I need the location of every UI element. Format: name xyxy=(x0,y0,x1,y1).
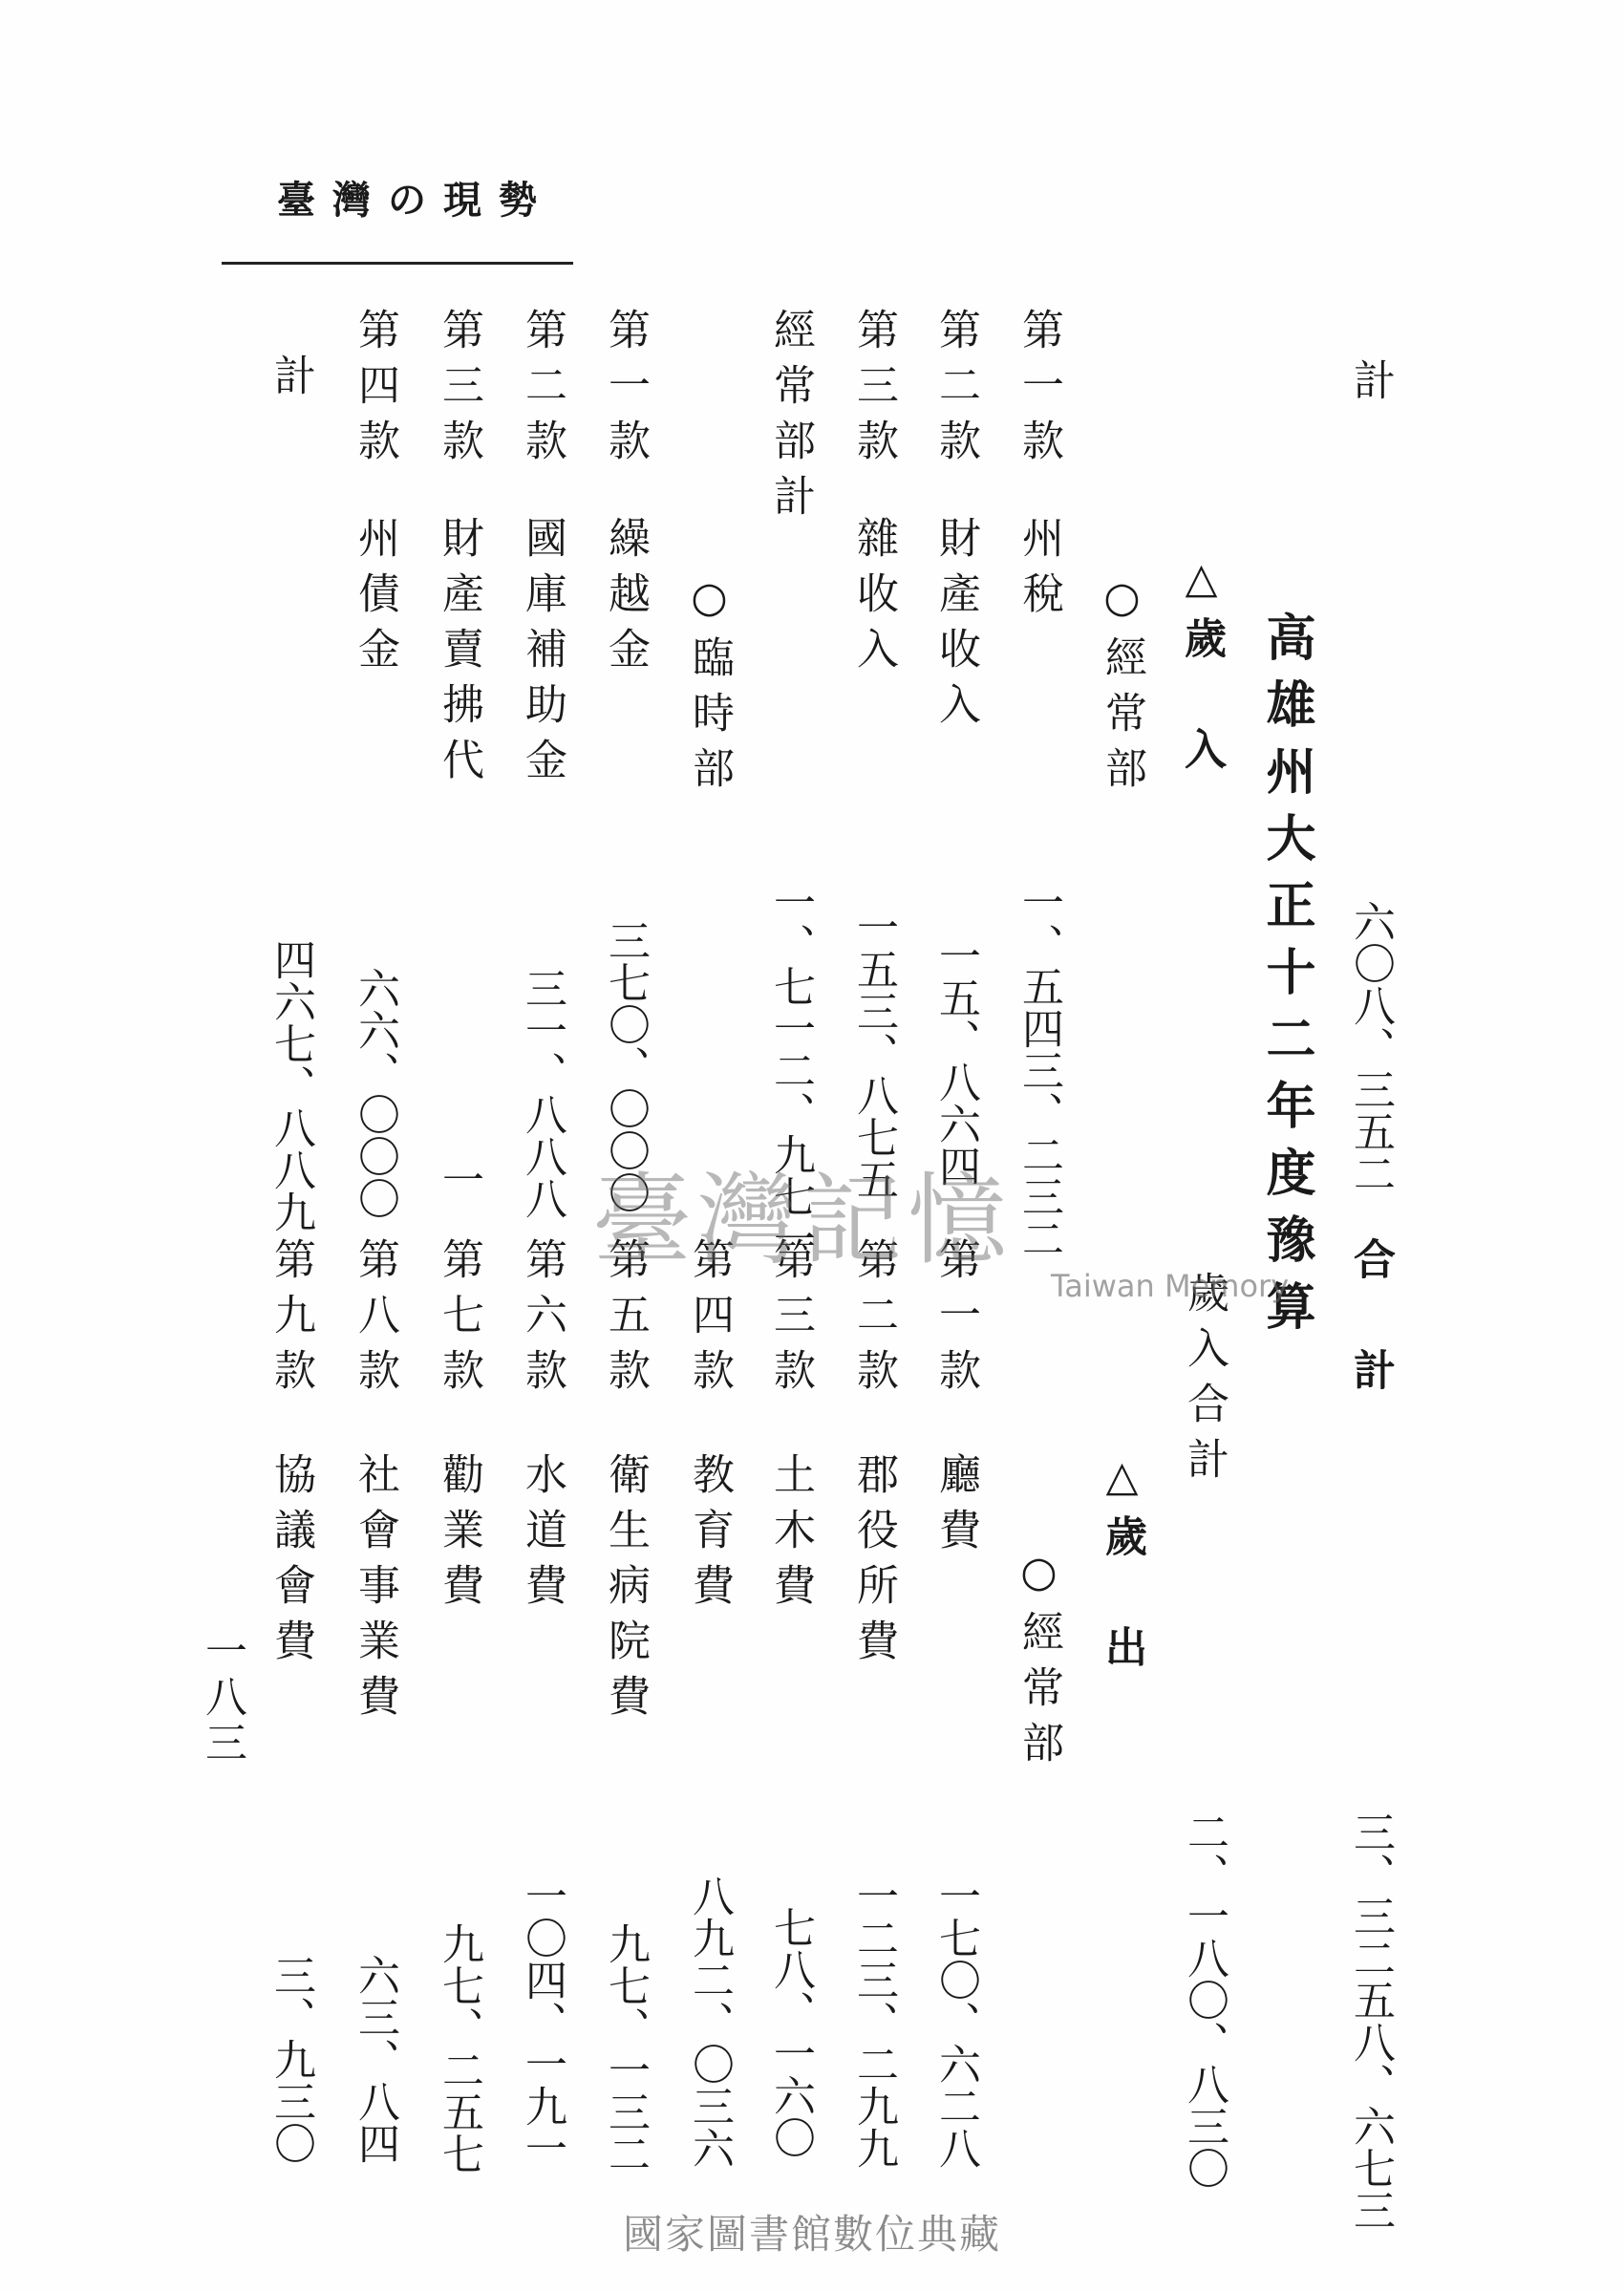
revenue-ordinary-total-label: 經常部計 xyxy=(766,308,815,529)
carryover-upper-label: 合 計 xyxy=(1346,1237,1395,1404)
expenditure-item-name: 土木費 xyxy=(766,1452,815,1618)
header-rule xyxy=(222,262,573,265)
expenditure-item-label: 第二款 xyxy=(849,1237,898,1404)
footer-credit: 國家圖書館數位典藏 xyxy=(622,2211,1002,2258)
expenditure-item-name: 社會事業費 xyxy=(351,1452,399,1729)
expenditure-value: 八九二、〇三六 xyxy=(685,1875,734,2169)
expenditure-value: 一二三、二九九 xyxy=(849,1875,898,2169)
expenditure-item-label: 第九款 xyxy=(267,1237,315,1404)
watermark-logo: 臺灣記憶 xyxy=(591,1162,1014,1278)
expenditure-item-label: 第四款 xyxy=(685,1237,734,1404)
revenue-item-label: 第四款 xyxy=(351,308,399,474)
revenue-value: 六六、〇〇〇 xyxy=(351,967,399,1219)
expenditure-item-name: 協議會費 xyxy=(267,1452,315,1674)
expenditure-item-name: 水道費 xyxy=(518,1452,566,1618)
revenue-item-name: 雜收入 xyxy=(849,516,898,682)
expenditure-item-name: 勸業費 xyxy=(435,1452,483,1618)
revenue-item-label: 第二款 xyxy=(931,308,980,474)
expenditure-item-label: 第三款 xyxy=(766,1237,815,1404)
budget-title: 高雄州大正十二年度豫算 xyxy=(1257,611,1315,1347)
expenditure-ordinary-heading: ○經常部 xyxy=(1015,1548,1063,1776)
revenue-item-label: 第一款 xyxy=(1015,308,1063,474)
revenue-item-name: 州債金 xyxy=(351,516,399,682)
expenditure-value: 一七〇、六二八 xyxy=(931,1875,980,2169)
revenue-item-name: 財產賣拂代 xyxy=(435,516,483,793)
carryover-lower-label: 計 xyxy=(1346,358,1395,414)
revenue-grand-total-label: 歲入合計 xyxy=(1180,1271,1229,1492)
expenditure-value: 一〇四、一九一 xyxy=(518,1875,566,2169)
expenditure-value: 三、九三〇 xyxy=(267,1954,315,2164)
revenue-item-label: 第三款 xyxy=(435,308,483,474)
revenue-value: 一、五四三、二三二 xyxy=(1015,881,1063,1259)
revenue-heading: △歲 入 xyxy=(1177,554,1226,782)
expenditure-item-name: 廳費 xyxy=(931,1452,980,1563)
revenue-value: 三一、八八八 xyxy=(518,967,566,1219)
revenue-item-label: 第一款 xyxy=(601,308,650,474)
revenue-item-name: 繰越金 xyxy=(601,516,650,682)
expenditure-item-name: 郡役所費 xyxy=(849,1452,898,1674)
expenditure-heading: △歲 出 xyxy=(1098,1452,1146,1681)
revenue-ordinary-heading: ○經常部 xyxy=(1098,573,1146,802)
revenue-item-name: 財產收入 xyxy=(931,516,980,738)
expenditure-item-label: 第七款 xyxy=(435,1237,483,1404)
expenditure-item-label: 第八款 xyxy=(351,1237,399,1404)
revenue-value: 三七〇、〇〇〇 xyxy=(601,919,650,1213)
watermark-logo-text: Taiwan Memory xyxy=(1051,1268,1290,1304)
revenue-ordinary-total-value: 一、七一二、九七一 xyxy=(766,881,815,1259)
expenditure-item-label: 第六款 xyxy=(518,1237,566,1404)
revenue-item-label: 第二款 xyxy=(518,308,566,474)
expenditure-value: 九七、一三二 xyxy=(601,1922,650,2175)
carryover-lower-value: 六〇八、三五二 xyxy=(1346,900,1395,1194)
revenue-item-name: 州稅 xyxy=(1015,516,1063,627)
expenditure-value: 九七、二五七 xyxy=(435,1922,483,2175)
revenue-item-name: 國庫補助金 xyxy=(518,516,566,793)
revenue-value: 一五、八六四 xyxy=(931,934,980,1187)
revenue-temporary-total-label: 計 xyxy=(267,354,315,409)
expenditure-item-name: 教育費 xyxy=(685,1452,734,1618)
revenue-temporary-total-value: 四六七、八八九 xyxy=(267,938,315,1232)
expenditure-item-label: 第一款 xyxy=(931,1237,980,1404)
revenue-value: 一 xyxy=(435,1158,483,1200)
carryover-upper-value: 三、三二五八、六七三 xyxy=(1346,1811,1395,2231)
revenue-value: 一五三、八七五 xyxy=(849,906,898,1200)
revenue-item-label: 第三款 xyxy=(849,308,898,474)
expenditure-item-label: 第五款 xyxy=(601,1237,650,1404)
running-header: 臺灣の現勢 xyxy=(277,178,554,223)
expenditure-value: 七八、一六〇 xyxy=(766,1906,815,2158)
page-number: 一八三 xyxy=(198,1629,246,1767)
revenue-temporary-heading: ○臨時部 xyxy=(685,573,734,802)
revenue-grand-total-value: 二、一八〇、八三〇 xyxy=(1180,1811,1229,2189)
expenditure-value: 六三、八四 xyxy=(351,1954,399,2164)
expenditure-item-name: 衛生病院費 xyxy=(601,1452,650,1729)
